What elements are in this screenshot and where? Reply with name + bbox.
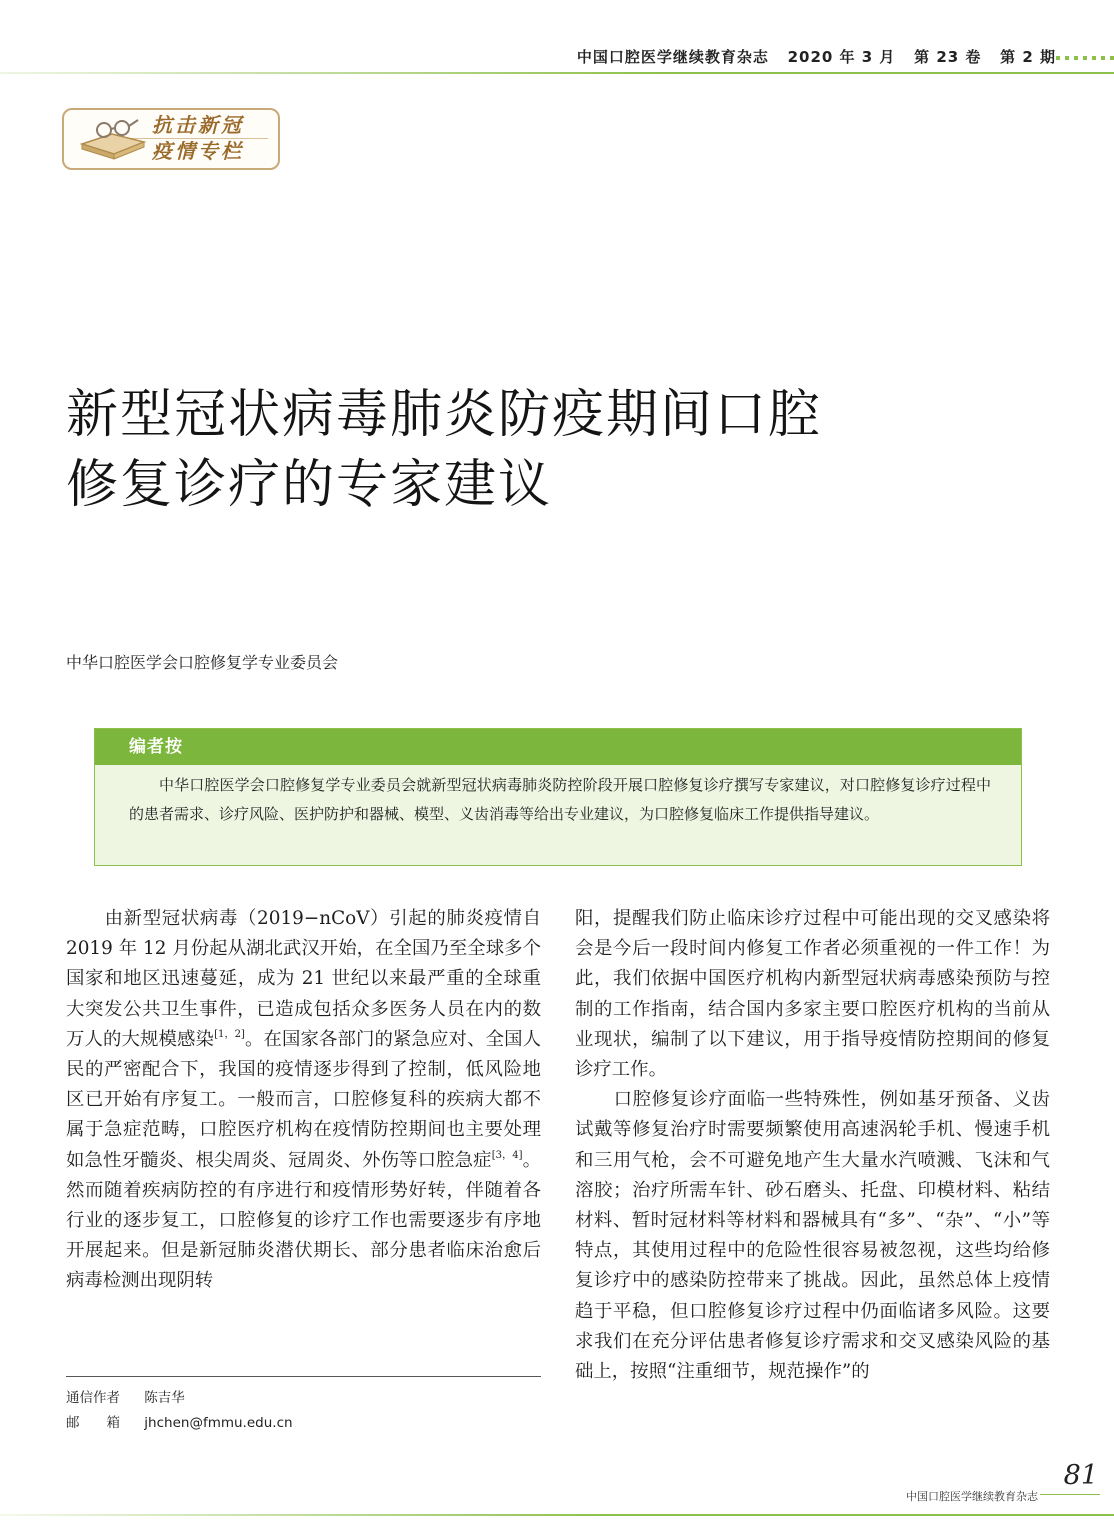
title-line-1: 新型冠状病毒肺炎防疫期间口腔 (66, 385, 823, 445)
email-row (66, 1411, 293, 1436)
header-volume: 第 23 卷 (914, 48, 982, 66)
badge-line-1: 抗击新冠 (152, 113, 244, 137)
email-address: jhchen@fmmu.edu.cn (144, 1415, 293, 1431)
corresponding-author-name: 陈吉华 (144, 1390, 185, 1406)
page-number-rule (1040, 1494, 1100, 1495)
paragraph-1-part-b: 。在国家各部门的紧急应对、全国人民的严密配合下，我国的疫情逐步得到了控制，低风险地区已开始有序复工。一般而言，口腔修复科的疾病大都不属于急症范畴，口腔医疗机构在疫情防控期间也主要处理如急性牙髓炎、根尖周炎、冠周炎、外伤等口腔急症 (66, 1028, 541, 1171)
editor-note-box (94, 728, 1022, 866)
footer-rule (0, 1514, 1114, 1516)
paragraph-1-continued: 阳，提醒我们防止临床诊疗过程中可能出现的交叉感染将会是今后一段时间内修复工作者必须重视的一件工作！为此，我们依据中国医疗机构内新型冠状病毒感染预防与控制的工作指南，结合国内多家主要口腔医疗机构的当前从业现状，编制了以下建议，用于指导疫情防控期间的修复诊疗工作。 (575, 908, 1050, 1081)
header-date: 2020 年 3 月 (787, 48, 896, 66)
body-column-right (575, 904, 1050, 1387)
citation-1-2: [1，2] (214, 1028, 245, 1040)
corresponding-author-row (66, 1386, 293, 1411)
footnote-rule (66, 1376, 541, 1377)
paragraph-1-part-c: 。然而随着疾病防控的有序进行和疫情形势好转，伴随着各行业的逐步复工，口腔修复的诊疗工作也需要逐步有序地开展起来。但是新冠肺炎潜伏期长、部分患者临床治愈后病毒检测出现阴转 (66, 1149, 541, 1292)
paragraph-1-part-a: 由新型冠状病毒（2019−nCoV）引起的肺炎疫情自 2019 年 12 月份起从湖北武汉开始，在全国乃至全球多个国家和地区迅速蔓延，成为 21 世纪以来最严重的全球重大突发公共卫生事件，已造成包括众多医务人员在内的数万人的大规模感染 (66, 908, 541, 1050)
running-header (577, 46, 1056, 67)
editor-note-heading: 编者按 (95, 729, 1021, 765)
corresponding-author-label: 通信作者 (66, 1390, 120, 1406)
header-issue: 第 2 期 (1000, 48, 1056, 66)
badge-line-2: 疫情专栏 (152, 139, 244, 163)
article-title (66, 380, 1046, 520)
badge-label (152, 112, 268, 164)
citation-3-4: [3，4] (491, 1149, 523, 1161)
column-badge (62, 108, 280, 170)
author-affiliation: 中华口腔医学会口腔修复学专业委员会 (66, 653, 339, 672)
header-rule (0, 72, 1114, 74)
book-glasses-icon (78, 114, 148, 162)
body-paragraph-2: 口腔修复诊疗面临一些特殊性，例如基牙预备、义齿试戴等修复治疗时需要频繁使用高速涡轮手机、慢速手机和三用气枪，会不可避免地产生大量水汽喷溅、飞沫和气溶胶；治疗所需车针、砂石磨头、托盘、印模材料、粘结材料、暂时冠材料等材料和器械具有“多”、“杂”、“小”等特点，其使用过程中的危险性很容易被忽视，这些均给修复诊疗中的感染防控带来了挑战。因此，虽然总体上疫情趋于平稳，但口腔修复诊疗过程中仍面临诸多风险。这要求我们在充分评估患者修复诊疗需求和交叉感染风险的基础上，按照“注重细节，规范操作”的 (575, 1089, 1050, 1383)
header-journal: 中国口腔医学继续教育杂志 (576, 48, 769, 66)
footer-journal: 中国口腔医学继续教育杂志 (906, 1490, 1038, 1503)
correspondence-info (66, 1386, 293, 1436)
body-paragraph-1 (66, 904, 541, 1297)
body-column-left (66, 904, 541, 1297)
header-dots (1056, 56, 1114, 60)
title-line-2: 修复诊疗的专家建议 (66, 455, 553, 515)
email-label: 邮 箱 (66, 1415, 120, 1431)
editor-note-text: 中华口腔医学会口腔修复学专业委员会就新型冠状病毒肺炎防控阶段开展口腔修复诊疗撰写专家建议，对口腔修复诊疗过程中的患者需求、诊疗风险、医护防护和器械、模型、义齿消毒等给出专业建议，为口腔修复临床工作提供指导建议。 (129, 776, 991, 823)
page-number: 81 (1063, 1460, 1098, 1491)
